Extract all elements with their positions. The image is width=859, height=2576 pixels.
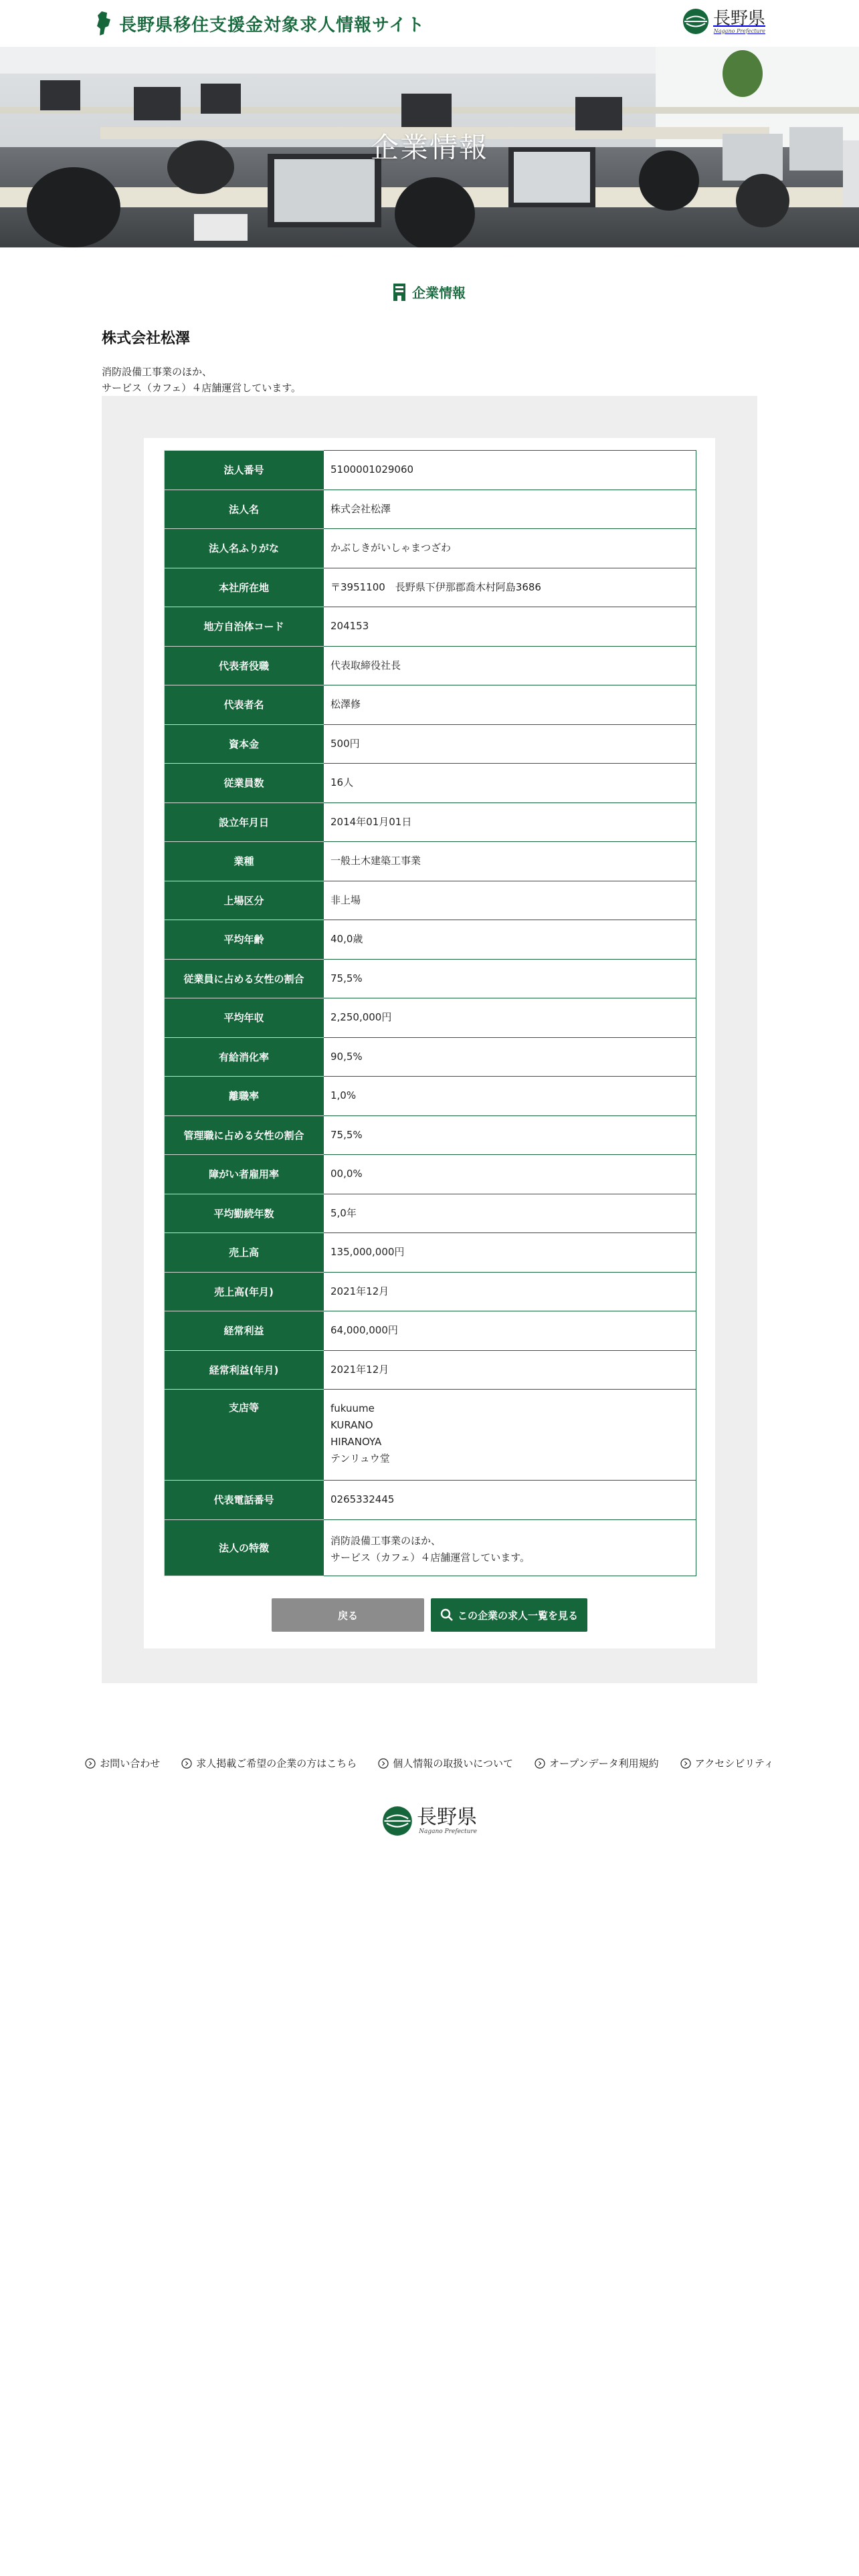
info-label: 管理職に占める女性の割合 (165, 1115, 324, 1155)
job-list-button[interactable] (431, 1598, 587, 1632)
info-label: 地方自治体コード (165, 607, 324, 647)
info-label: 上場区分 (165, 881, 324, 920)
info-row (165, 1311, 696, 1351)
footer-link[interactable] (378, 1756, 513, 1770)
info-label: 業種 (165, 842, 324, 881)
company-desc-line: 消防設備工事業のほか、 (102, 366, 213, 378)
info-value: 松澤修 (324, 685, 696, 725)
search-icon (440, 1608, 454, 1622)
chevron-circle-icon (85, 1758, 96, 1769)
section-heading-text: 企業情報 (412, 285, 466, 301)
info-label: 本社所在地 (165, 568, 324, 607)
footer-links (0, 1756, 859, 1770)
info-value: 75,5% (324, 959, 696, 998)
info-value: 64,000,000円 (324, 1311, 696, 1351)
company-info-card (144, 438, 715, 1648)
company-desc-line: サービス（カフェ）４店舗運営しています。 (102, 382, 302, 394)
site-title-text: 長野県移住支援金対象求人情報サイト (119, 15, 425, 35)
chevron-circle-icon (680, 1758, 691, 1769)
hero-banner (0, 47, 859, 247)
info-row (165, 607, 696, 647)
footer-link[interactable] (535, 1756, 659, 1770)
chevron-circle-icon (378, 1758, 389, 1769)
info-label: 従業員数 (165, 764, 324, 803)
footer-link-label: オープンデータ利用規約 (549, 1757, 659, 1769)
nagano-pref-emblem-icon (682, 8, 709, 35)
info-row (165, 1155, 696, 1194)
info-label: 経常利益 (165, 1311, 324, 1351)
footer-link[interactable] (680, 1756, 774, 1770)
site-header (0, 0, 859, 47)
section-heading (0, 282, 859, 302)
info-label: 売上高(年月) (165, 1272, 324, 1311)
footer-link-label: 求人掲載ご希望の企業の方はこちら (196, 1757, 357, 1769)
footer-link[interactable] (181, 1756, 357, 1770)
info-value: 非上場 (324, 881, 696, 920)
branch-name: KURANO (330, 1419, 373, 1431)
info-row (165, 881, 696, 920)
info-row-feature (165, 1519, 696, 1576)
chevron-circle-icon (181, 1758, 192, 1769)
site-title-link[interactable] (95, 9, 425, 37)
info-value: 一般土木建築工事業 (324, 842, 696, 881)
info-label: 設立年月日 (165, 802, 324, 842)
info-label: 資本金 (165, 724, 324, 764)
info-row (165, 998, 696, 1038)
info-row (165, 1037, 696, 1077)
footer-link-label: アクセシビリティ (694, 1757, 774, 1769)
footer-logo-en: Nagano Prefecture (419, 1828, 477, 1835)
info-value: 2021年12月 (324, 1272, 696, 1311)
info-value: 75,5% (324, 1115, 696, 1155)
info-row (165, 959, 696, 998)
footer-link[interactable] (85, 1756, 160, 1770)
feature-line: サービス（カフェ）４店舗運営しています。 (330, 1551, 531, 1564)
info-label: 代表者名 (165, 685, 324, 725)
info-label: 売上高 (165, 1233, 324, 1273)
action-buttons (144, 1598, 715, 1632)
company-info-panel (102, 396, 757, 1683)
info-row (165, 451, 696, 490)
info-value: 代表取締役社長 (324, 646, 696, 685)
company-info-table (164, 450, 696, 1576)
info-value: かぶしきがいしゃまつざわ (324, 529, 696, 568)
info-row (165, 685, 696, 725)
info-value: 500円 (324, 724, 696, 764)
info-label: 従業員に占める女性の割合 (165, 959, 324, 998)
info-value: 1,0% (324, 1077, 696, 1116)
info-row (165, 568, 696, 607)
info-label: 法人番号 (165, 451, 324, 490)
info-label: 代表者役職 (165, 646, 324, 685)
pref-logo-en: Nagano Prefecture (713, 27, 765, 34)
pref-logo-link[interactable] (682, 8, 765, 35)
info-row (165, 842, 696, 881)
footer-logo-ja: 長野県 (417, 1806, 477, 1829)
branch-name: fukuume (330, 1402, 375, 1414)
info-value: 2021年12月 (324, 1350, 696, 1390)
info-value: 5,0年 (324, 1194, 696, 1233)
info-value: 0265332445 (324, 1481, 696, 1520)
chevron-circle-icon (535, 1758, 545, 1769)
info-value: 204153 (324, 607, 696, 647)
pref-logo-ja: 長野県 (712, 8, 765, 29)
company-description (102, 364, 859, 396)
info-label: 障がい者雇用率 (165, 1155, 324, 1194)
info-row (165, 920, 696, 960)
info-label: 代表電話番号 (165, 1481, 324, 1520)
info-value: 90,5% (324, 1037, 696, 1077)
info-value: 〒3951100 長野県下伊那郡喬木村阿島3686 (324, 568, 696, 607)
info-label: 平均年齢 (165, 920, 324, 960)
info-row (165, 724, 696, 764)
info-row (165, 1481, 696, 1520)
info-label: 経常利益(年月) (165, 1350, 324, 1390)
nagano-map-icon (95, 10, 112, 37)
info-label: 平均年収 (165, 998, 324, 1038)
branch-name: HIRANOYA (330, 1436, 382, 1448)
info-row (165, 1350, 696, 1390)
info-value: 株式会社松澤 (324, 490, 696, 529)
info-value: 16人 (324, 764, 696, 803)
company-name: 株式会社松澤 (102, 330, 191, 347)
info-row (165, 646, 696, 685)
building-icon (393, 284, 405, 301)
info-row (165, 490, 696, 529)
info-row (165, 529, 696, 568)
job-list-button-label: この企業の求人一覧を見る (457, 1609, 578, 1622)
feature-line: 消防設備工事業のほか、 (330, 1535, 442, 1547)
info-row (165, 1233, 696, 1273)
info-row (165, 1115, 696, 1155)
info-row (165, 802, 696, 842)
info-value: 40,0歳 (324, 920, 696, 960)
footer-pref-logo[interactable] (0, 1806, 859, 1836)
info-row-branches (165, 1390, 696, 1481)
info-label: 法人名 (165, 490, 324, 529)
nagano-pref-emblem-icon (382, 1806, 413, 1836)
info-value: 2,250,000円 (324, 998, 696, 1038)
branch-name: テンリュウ堂 (330, 1453, 390, 1465)
back-button[interactable]: 戻る (272, 1598, 424, 1632)
footer-link-label: お問い合わせ (100, 1757, 161, 1769)
info-label: 支店等 (165, 1390, 324, 1481)
info-row (165, 1272, 696, 1311)
info-value: 135,000,000円 (324, 1233, 696, 1273)
info-row (165, 1077, 696, 1116)
info-label: 離職率 (165, 1077, 324, 1116)
footer-link-label: 個人情報の取扱いについて (393, 1757, 513, 1769)
info-value: 5100001029060 (324, 451, 696, 490)
info-label: 法人の特徴 (165, 1519, 324, 1576)
info-value: 2014年01月01日 (324, 802, 696, 842)
info-value-branches (324, 1390, 696, 1481)
info-label: 有給消化率 (165, 1037, 324, 1077)
info-row (165, 1194, 696, 1233)
info-label: 平均勤続年数 (165, 1194, 324, 1233)
info-row (165, 764, 696, 803)
info-label: 法人名ふりがな (165, 529, 324, 568)
hero-title: 企業情報 (370, 131, 488, 164)
info-value: 00,0% (324, 1155, 696, 1194)
info-value-feature (324, 1519, 696, 1576)
